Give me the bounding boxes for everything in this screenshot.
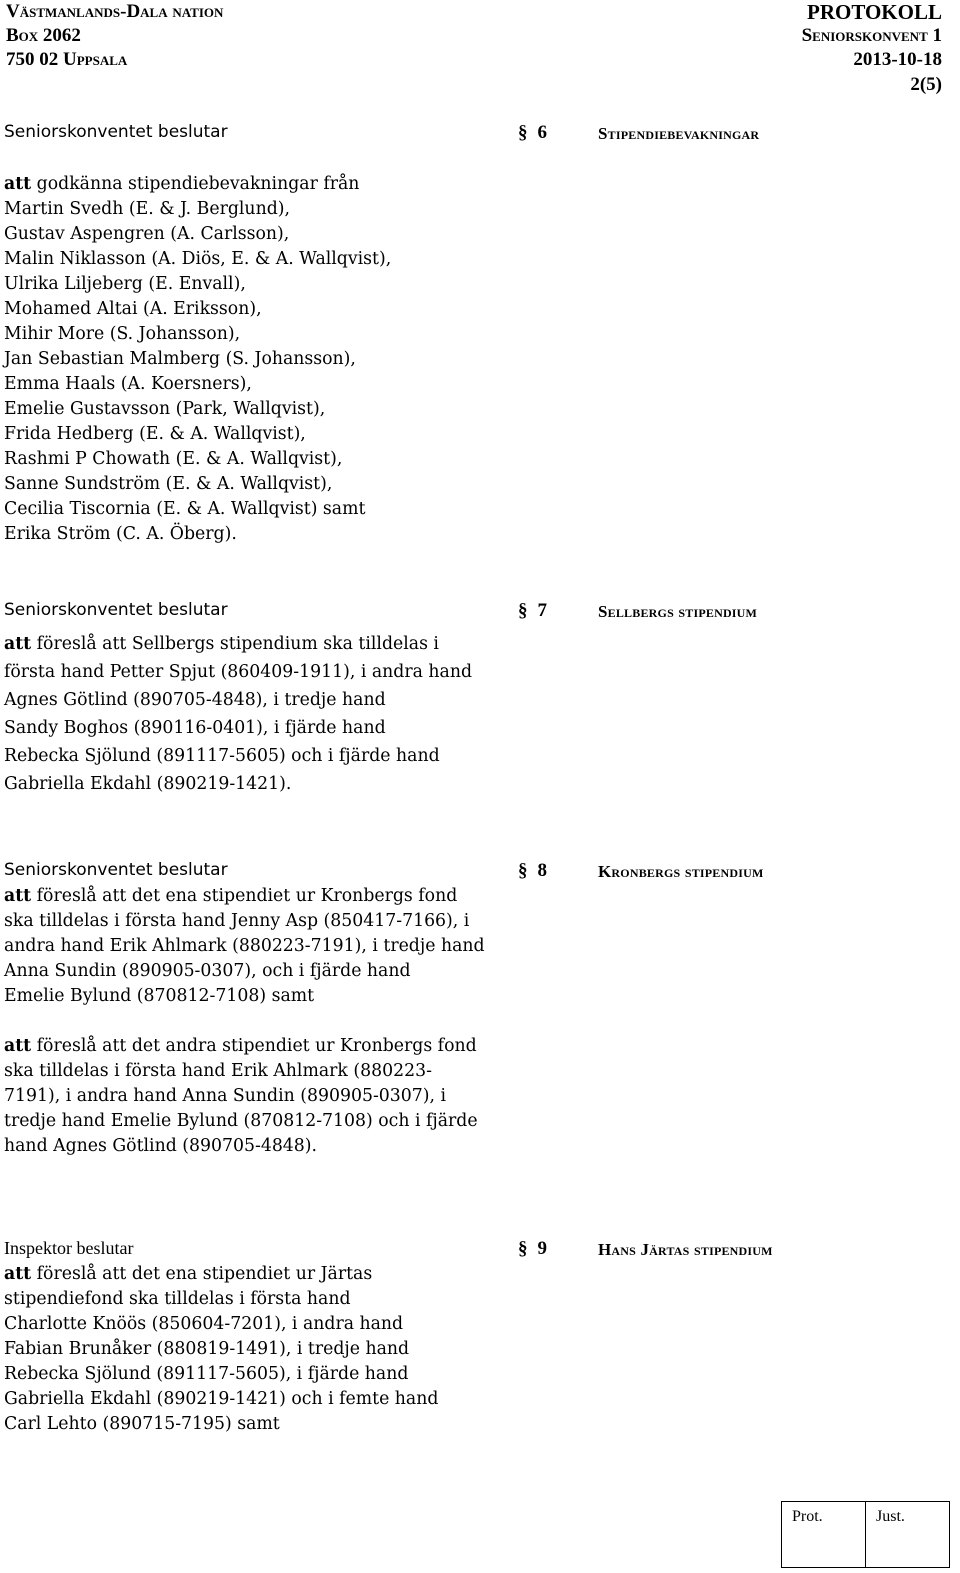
prot-cell: Prot. bbox=[782, 1502, 866, 1568]
paragraph-line: att föreslå att Sellbergs stipendium ska tilldelas i bbox=[4, 634, 439, 654]
decider-label: Seniorskonventet beslutar bbox=[4, 600, 228, 620]
section-number bbox=[518, 600, 547, 622]
section-number-value: 8 bbox=[537, 860, 547, 881]
just-cell: Just. bbox=[866, 1502, 950, 1568]
decision-paragraph bbox=[4, 1262, 504, 1437]
paragraph-line: Emma Haals (A. Koersners), bbox=[4, 374, 252, 394]
paragraph-line: Rashmi P Chowath (E. & A. Wallqvist), bbox=[4, 449, 343, 469]
paragraph-line: Gabriella Ekdahl (890219-1421) och i femte hand bbox=[4, 1389, 439, 1409]
paragraph-line: Carl Lehto (890715-7195) samt bbox=[4, 1414, 280, 1434]
decision-paragraph bbox=[4, 630, 504, 798]
meeting-name: Seniorskonvent 1 bbox=[801, 25, 942, 46]
decision-paragraph bbox=[4, 884, 504, 1009]
section-mark: § bbox=[518, 600, 528, 621]
paragraph-line: att föreslå att det ena stipendiet ur Kronbergs fond bbox=[4, 886, 458, 906]
paragraph-line: Emelie Bylund (870812-7108) samt bbox=[4, 986, 315, 1006]
paragraph-line: Rebecka Sjölund (891117-5605) och i fjärde hand bbox=[4, 746, 440, 766]
paragraph-line: Frida Hedberg (E. & A. Wallqvist), bbox=[4, 424, 306, 444]
postal-box: Box 2062 bbox=[6, 25, 81, 46]
paragraph-line: Malin Niklasson (A. Diös, E. & A. Wallqvist), bbox=[4, 249, 392, 269]
section-title: Stipendiebevakningar bbox=[598, 124, 760, 143]
paragraph-line: tredje hand Emelie Bylund (870812-7108) och i fjärde bbox=[4, 1111, 478, 1131]
att-keyword: att bbox=[4, 1036, 32, 1056]
paragraph-line: att föreslå att det ena stipendiet ur Järtas bbox=[4, 1264, 373, 1284]
postal-address: 750 02 Uppsala bbox=[6, 49, 128, 70]
section-number bbox=[518, 1238, 547, 1260]
org-name: Västmanlands-Dala nation bbox=[6, 1, 224, 22]
section-mark: § bbox=[518, 122, 528, 143]
paragraph-line: att godkänna stipendiebevakningar från bbox=[4, 174, 360, 194]
paragraph-line: Erika Ström (C. A. Öberg). bbox=[4, 524, 237, 544]
paragraph-line: Anna Sundin (890905-0307), och i fjärde hand bbox=[4, 961, 411, 981]
doc-type: PROTOKOLL bbox=[807, 0, 942, 24]
section-title: Kronbergs stipendium bbox=[598, 862, 764, 881]
paragraph-line: Mihir More (S. Johansson), bbox=[4, 324, 241, 344]
section-mark: § bbox=[518, 1238, 528, 1259]
paragraph-line: Cecilia Tiscornia (E. & A. Wallqvist) samt bbox=[4, 499, 366, 519]
paragraph-line: Charlotte Knöös (850604-7201), i andra hand bbox=[4, 1314, 404, 1334]
paragraph-line: stipendiefond ska tilldelas i första hand bbox=[4, 1289, 351, 1309]
decision-paragraph bbox=[4, 172, 504, 547]
paragraph-line: Gabriella Ekdahl (890219-1421). bbox=[4, 774, 292, 794]
decider-label: Inspektor beslutar bbox=[4, 1238, 134, 1258]
section-number-value: 7 bbox=[537, 600, 547, 621]
paragraph-line: Agnes Götlind (890705-4848), i tredje hand bbox=[4, 690, 386, 710]
att-keyword: att bbox=[4, 174, 32, 194]
att-keyword: att bbox=[4, 1264, 32, 1284]
paragraph-line: Jan Sebastian Malmberg (S. Johansson), bbox=[4, 349, 356, 369]
initials-table bbox=[781, 1501, 950, 1568]
section-title: Hans Järtas stipendium bbox=[598, 1240, 773, 1259]
decider-label: Seniorskonventet beslutar bbox=[4, 122, 228, 142]
decision-paragraph bbox=[4, 1034, 504, 1159]
paragraph-line: hand Agnes Götlind (890705-4848). bbox=[4, 1136, 318, 1156]
paragraph-line: första hand Petter Spjut (860409-1911), i andra hand bbox=[4, 662, 473, 682]
paragraph-line: Sandy Boghos (890116-0401), i fjärde hand bbox=[4, 718, 386, 738]
att-keyword: att bbox=[4, 886, 32, 906]
section-title: Sellbergs stipendium bbox=[598, 602, 758, 621]
paragraph-line: Rebecka Sjölund (891117-5605), i fjärde hand bbox=[4, 1364, 409, 1384]
section-number bbox=[518, 860, 547, 882]
section-number-value: 6 bbox=[537, 122, 547, 143]
paragraph-line: Ulrika Liljeberg (E. Envall), bbox=[4, 274, 246, 294]
section-number-value: 9 bbox=[537, 1238, 547, 1259]
page-number: 2(5) bbox=[910, 74, 942, 95]
paragraph-line: Emelie Gustavsson (Park, Wallqvist), bbox=[4, 399, 326, 419]
paragraph-line: ska tilldelas i första hand Erik Ahlmark (880223- bbox=[4, 1061, 432, 1081]
meeting-date: 2013-10-18 bbox=[853, 49, 942, 70]
paragraph-line: ska tilldelas i första hand Jenny Asp (850417-7166), i bbox=[4, 911, 470, 931]
paragraph-line: 7191), i andra hand Anna Sundin (890905-0307), i bbox=[4, 1086, 447, 1106]
decider-label: Seniorskonventet beslutar bbox=[4, 860, 228, 880]
paragraph-line: Martin Svedh (E. & J. Berglund), bbox=[4, 199, 290, 219]
paragraph-line: Gustav Aspengren (A. Carlsson), bbox=[4, 224, 290, 244]
paragraph-line: Mohamed Altai (A. Eriksson), bbox=[4, 299, 262, 319]
section-mark: § bbox=[518, 860, 528, 881]
att-keyword: att bbox=[4, 634, 32, 654]
paragraph-line: Sanne Sundström (E. & A. Wallqvist), bbox=[4, 474, 333, 494]
paragraph-line: andra hand Erik Ahlmark (880223-7191), i tredje hand bbox=[4, 936, 485, 956]
section-number bbox=[518, 122, 547, 144]
paragraph-line: Fabian Brunåker (880819-1491), i tredje hand bbox=[4, 1339, 410, 1359]
paragraph-line: att föreslå att det andra stipendiet ur Kronbergs fond bbox=[4, 1036, 477, 1056]
